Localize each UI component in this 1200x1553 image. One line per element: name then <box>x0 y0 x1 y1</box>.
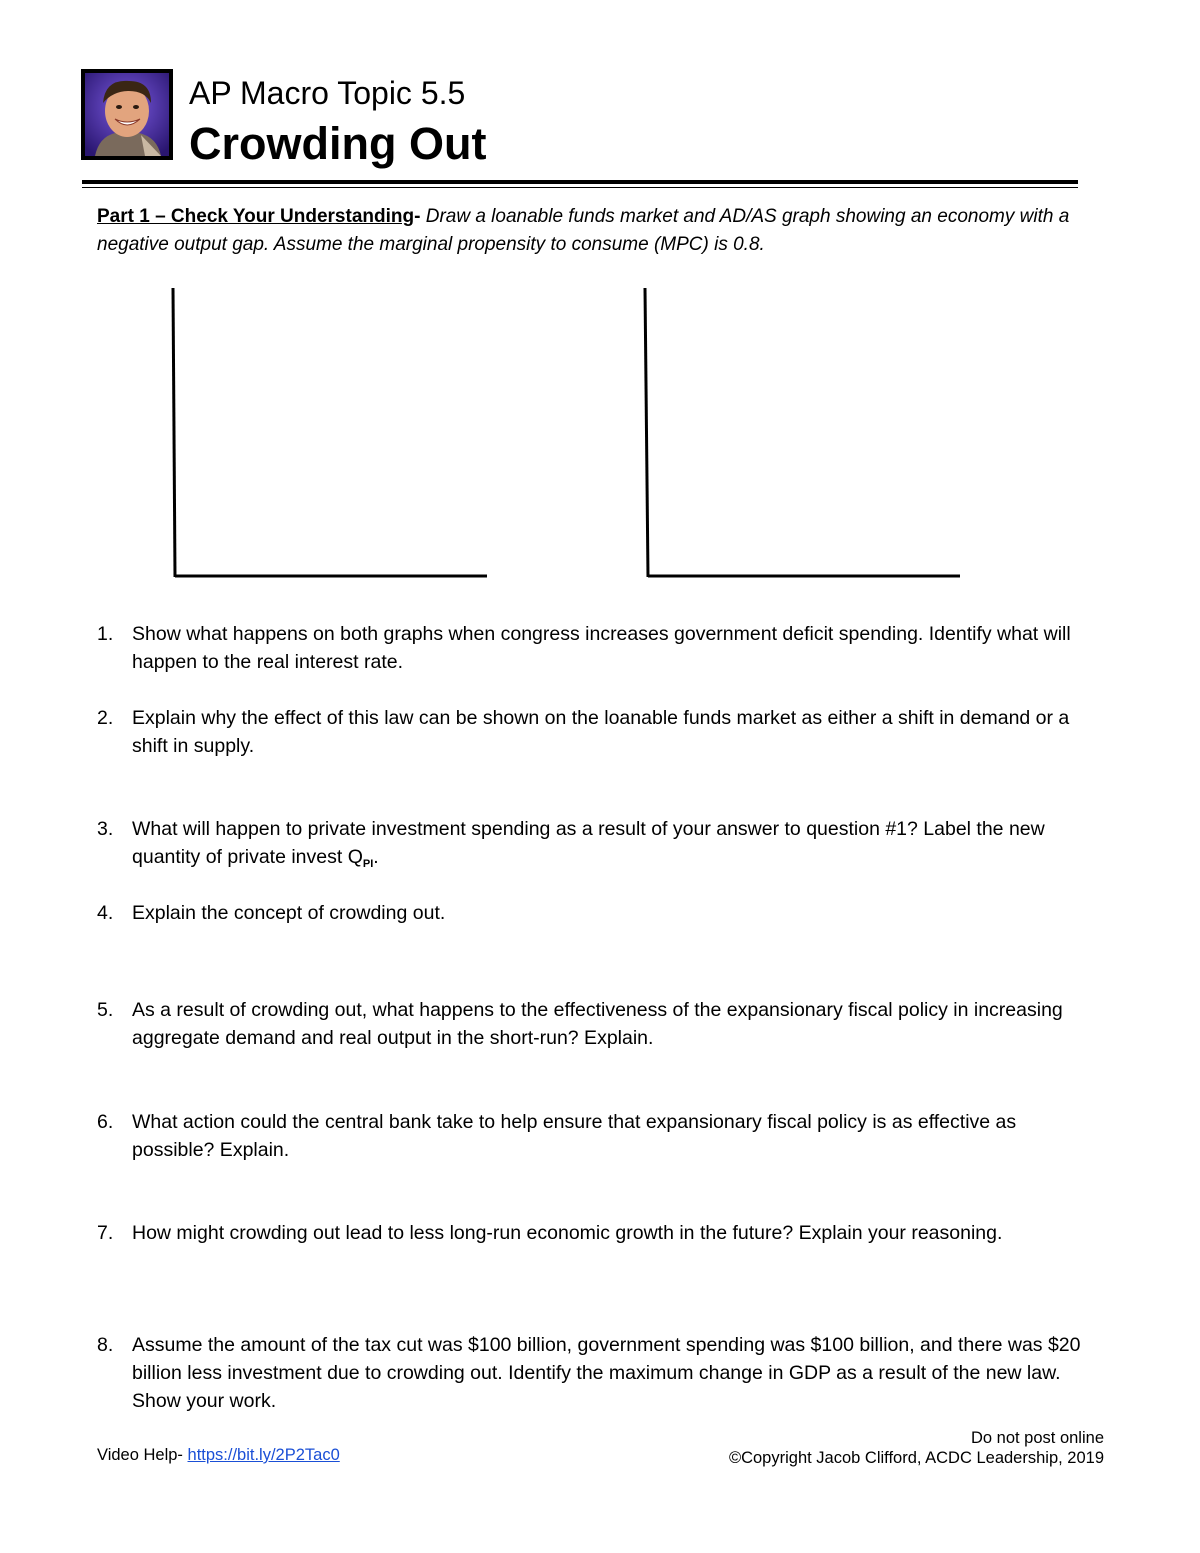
part1-instruction-text: Draw a loanable funds market and AD/AS graph showing an economy with a negative output gap. Assume the marginal propensity to consume (MPC) is 0.8. <box>97 206 1070 255</box>
question-text-tail: . <box>373 846 379 868</box>
question-5 <box>97 996 1087 1052</box>
question-text: As a result of crowding out, what happens to the effectiveness of the expansionary fiscal policy in increasing aggregate demand and real output in the short-run? Explain. <box>132 999 1063 1049</box>
question-text: How might crowding out lead to less long-run economic growth in the future? Explain your reasoning. <box>132 1222 1003 1244</box>
question-text: What will happen to private investment spending as a result of your answer to question #1? Label the new quantity of private invest Q <box>132 818 1045 868</box>
question-8 <box>97 1331 1087 1415</box>
question-7 <box>97 1219 1087 1247</box>
question-text: Explain why the effect of this law can be shown on the loanable funds market as either a shift in demand or a shift in supply. <box>132 707 1070 757</box>
question-text: Assume the amount of the tax cut was $100 billion, government spending was $100 billion, and there was $20 billion less investment due to crowding out. Identify the maximum change in GDP as a result of the new law. Show your work. <box>132 1334 1081 1412</box>
question-3 <box>97 815 1087 871</box>
question-number: 3. <box>97 818 114 840</box>
video-help-label: Video Help- <box>97 1446 188 1464</box>
question-number: 2. <box>97 707 114 729</box>
question-1 <box>97 620 1087 676</box>
question-2 <box>97 704 1087 760</box>
question-number: 7. <box>97 1222 114 1244</box>
page-title: Crowding Out <box>189 118 487 169</box>
ad-as-axes <box>645 288 960 577</box>
part1-heading-dash: - <box>414 206 421 227</box>
loanable-funds-y-axis <box>173 288 175 577</box>
question-number: 8. <box>97 1334 114 1356</box>
question-4 <box>97 899 1087 927</box>
loanable-funds-axes <box>173 288 487 577</box>
question-text: Show what happens on both graphs when congress increases government deficit spending. Identify what will happen to the real interest rate. <box>132 623 1071 673</box>
do-not-post-notice: Do not post online <box>970 1429 1104 1447</box>
topic-label: AP Macro Topic 5.5 <box>189 75 466 111</box>
question-text: Explain the concept of crowding out. <box>132 902 446 924</box>
ad-as-y-axis <box>645 288 648 577</box>
question-text-wrap <box>132 815 1087 871</box>
video-help-link[interactable]: https://bit.ly/2P2Tac0 <box>187 1446 340 1464</box>
question-number: 4. <box>97 902 114 924</box>
footer-notice <box>729 1428 1104 1468</box>
video-help <box>97 1444 340 1466</box>
question-6 <box>97 1108 1087 1164</box>
part1-heading: Part 1 – Check Your Understanding <box>97 206 415 227</box>
question-subscript: PI <box>362 858 374 870</box>
question-number: 6. <box>97 1111 114 1133</box>
blank-graph-area <box>0 0 1200 620</box>
question-number: 1. <box>97 623 114 645</box>
copyright-notice: ©Copyright Jacob Clifford, ACDC Leadership, 2019 <box>728 1449 1104 1467</box>
question-text: What action could the central bank take to help ensure that expansionary fiscal policy is as effective as possible? Explain. <box>132 1111 1017 1161</box>
question-number: 5. <box>97 999 114 1021</box>
